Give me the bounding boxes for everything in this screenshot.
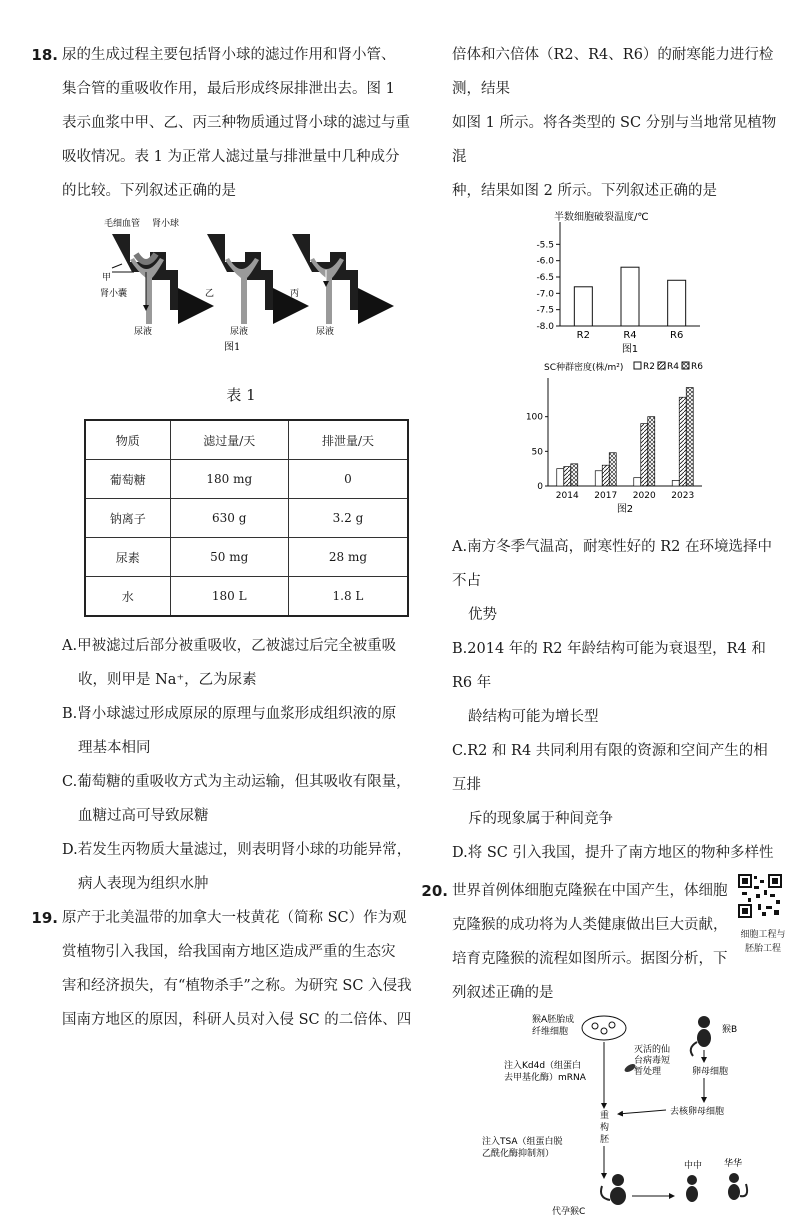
q18-stem-line: 吸收情况。表 1 为正常人滤过量与排泄量中几种成分: [62, 149, 400, 165]
chart1-bar-R6: [668, 280, 686, 326]
chart1-caption: 图1: [621, 344, 639, 355]
monkey-huahua-icon: [728, 1173, 747, 1200]
table-cell: 水: [85, 577, 170, 617]
chart2-bar-R4-2023: [679, 397, 686, 486]
label-bing: 丙: [290, 289, 300, 299]
label-enucleated: 去核卵母细胞: [670, 1107, 725, 1117]
chart2-bar-R4-2014: [564, 467, 571, 486]
svg-text:灭活的仙: 灭活的仙: [634, 1045, 671, 1055]
chart1-xtick-label: R2: [576, 330, 590, 341]
table-cell: 3.2 g: [288, 499, 408, 538]
column-header: 排泄量/天: [288, 420, 408, 460]
table-cell: 630 g: [170, 499, 288, 538]
q19-option-b: B.2014 年的 R2 年龄结构可能为衰退型，R4 和 R6 年 龄结构可能为增长型: [452, 641, 766, 725]
chart1-ytick-label: -7.0: [536, 289, 554, 300]
chart1-bar-R2: [574, 287, 592, 326]
label-surrogate: 代孕猴C: [552, 1207, 586, 1217]
chart2-legend-label: R4: [667, 362, 679, 372]
table-cell: 50 mg: [170, 538, 288, 577]
svg-text:重: 重: [600, 1111, 610, 1121]
table-row: [85, 460, 408, 499]
q20-cloning-flow: [452, 1010, 782, 1225]
monkey-c-icon: [601, 1174, 626, 1205]
q18-options: [62, 629, 420, 901]
q18-stem: [31, 38, 420, 208]
q20-stem: [421, 874, 786, 1010]
q19-option-c: C.R2 和 R4 共同利用有限的资源和空间产生的相互排 斥的现象属于种间竞争: [452, 743, 768, 827]
q18-option-a: A.甲被滤过后部分被重吸收，乙被滤过后完全被重吸 收，则甲是 Na⁺，乙为尿素: [62, 638, 397, 688]
label-urine-1: 尿液: [134, 327, 153, 337]
q18-stem-line: 集合管的重吸收作用，最后形成终尿排泄出去。图 1: [62, 81, 395, 97]
chart1-ylabel: 半数细胞破裂温度/℃: [554, 212, 649, 223]
table-1: [84, 419, 409, 617]
q18-number: 18.: [31, 46, 58, 64]
q20-stem-line: 培育克隆猴的流程如图所示。据图分析，下: [452, 951, 728, 967]
chart2-legend-swatch-R6: [682, 362, 689, 369]
chart1-ytick-label: -5.5: [536, 240, 554, 251]
chart2-ytick-label: 0: [537, 482, 543, 492]
chart1-xtick-label: R4: [623, 330, 637, 341]
q20-stem-line: 世界首例体细胞克隆猴在中国产生，体细胞: [452, 883, 728, 899]
svg-text:台病毒短: 台病毒短: [634, 1056, 671, 1066]
chart2-xtick-label: 2023: [671, 491, 695, 501]
label-kdm: 注入Kd4d（组蛋白: [504, 1061, 582, 1071]
q18-option-d: D.若发生丙物质大量滤过，则表明肾小球的功能异常， 病人表现为组织水肿: [62, 842, 412, 892]
table-cell: 0: [288, 460, 408, 499]
cloning-flow-diagram: [452, 1010, 782, 1225]
table-cell: 1.8 L: [288, 577, 408, 617]
chart2-xtick-label: 2017: [594, 491, 618, 501]
chart1-ytick-label: -8.0: [536, 322, 554, 332]
table-row: [85, 577, 408, 617]
label-zhongzhong: 中中: [684, 1161, 703, 1171]
q19-chart-1: [452, 208, 782, 356]
label-monkey-b: 猴B: [722, 1025, 738, 1035]
q19-stem-line: 国南方地区的原因，科研人员对入侵 SC 的二倍体、四: [62, 1012, 412, 1028]
chart2-bar-R2-2023: [672, 480, 679, 486]
svg-text:去甲基化酶）mRNA: 去甲基化酶）mRNA: [504, 1073, 586, 1083]
chart2-bar-R6-2017: [609, 453, 616, 486]
chart2-bar-R2-2017: [595, 471, 602, 486]
label-yi: 乙: [205, 289, 215, 299]
label-tsa: 注入TSA（组蛋白脱: [482, 1137, 563, 1147]
table-row: [85, 538, 408, 577]
column-header: 物质: [85, 420, 170, 460]
label-glomerulus: 肾小球: [152, 219, 180, 229]
label-jia: 甲: [102, 273, 112, 283]
nephron-unit-yi: [207, 234, 291, 324]
svg-text:胚: 胚: [600, 1135, 610, 1145]
label-monkey-a-cells-2: 纤维细胞: [532, 1027, 569, 1037]
q19-stem-line: 原产于北美温带的加拿大一枝黄花（简称 SC）作为观: [62, 910, 407, 926]
svg-text:乙酰化酶抑制剂）: 乙酰化酶抑制剂）: [482, 1149, 555, 1159]
q20-stem-line: 克隆猴的成功将为人类健康做出巨大贡献，: [452, 917, 728, 933]
chart1-ytick-label: -6.0: [536, 256, 554, 267]
chart2-legend-label: R2: [643, 362, 655, 372]
table-row: [85, 499, 408, 538]
chart2-ytick-label: 50: [531, 447, 543, 458]
chart2-bar-R4-2020: [641, 424, 648, 486]
label-monkey-a-cells: 猴A胚胎成: [532, 1015, 575, 1025]
q19-chart-2: [452, 356, 782, 516]
table-header-row: [85, 420, 408, 460]
table-cell: 葡萄糖: [85, 460, 170, 499]
label-huahua: 华华: [724, 1159, 743, 1169]
q19-options: [452, 530, 782, 870]
q19-option-d: D.将 SC 引入我国，提升了南方地区的物种多样性: [452, 845, 774, 861]
svg-text:暂处理: 暂处理: [634, 1067, 662, 1077]
right-column: [421, 38, 786, 1225]
chart2-legend-swatch-R4: [658, 362, 665, 369]
q18-stem-line: 的比较。下列叙述正确的是: [62, 183, 236, 199]
q18-stem-line: 尿的生成过程主要包括肾小球的滤过作用和肾小管、: [62, 47, 396, 63]
table-cell: 180 L: [170, 577, 288, 617]
q19-stem-line: 害和经济损失，有“植物杀手”之称。为研究 SC 入侵我: [62, 978, 412, 994]
chart2-bar-R2-2020: [634, 478, 641, 486]
chart2-caption: 图2: [616, 504, 634, 515]
label-urine-2: 尿液: [230, 327, 249, 337]
q19-stem-line: 赏植物引入我国，给我国南方地区造成严重的生态灾: [62, 944, 396, 960]
chart2-bar-R6-2014: [571, 464, 578, 486]
chart2-bar-R2-2014: [557, 469, 564, 486]
table-title: 表 1: [226, 386, 256, 404]
chart1-ytick-label: -7.5: [536, 305, 554, 316]
monkey-b-icon: [691, 1016, 711, 1056]
q19-stem-line: 种，结果如图 2 所示。下列叙述正确的是: [452, 183, 717, 199]
nephron-unit-bing: [292, 234, 376, 324]
kidney-filtration-diagram: [62, 212, 420, 362]
q19-stem-line: 倍体和六倍体（R2、R4、R6）的耐寒能力进行检测，结果: [452, 47, 774, 97]
label-urine-3: 尿液: [316, 327, 335, 337]
chart2-legend-swatch-R2: [634, 362, 641, 369]
monkey-zhongzhong-icon: [686, 1175, 698, 1202]
left-column: [31, 38, 420, 1037]
label-oocyte: 卵母细胞: [692, 1067, 729, 1077]
table-cell: 28 mg: [288, 538, 408, 577]
q20-stem-line: 列叙述正确的是: [452, 985, 554, 1001]
chart2-xtick-label: 2020: [632, 491, 656, 501]
label-capsule: 肾小囊: [100, 289, 128, 299]
q19-option-a: A.南方冬季气温高，耐寒性好的 R2 在环境选择中不占 优势: [452, 539, 772, 623]
figure-caption: 图1: [224, 342, 241, 353]
table-cell: 尿素: [85, 538, 170, 577]
chart1-ytick-label: -6.5: [536, 273, 554, 283]
chart2-ylabel: SC种群密度(株/m²): [544, 363, 624, 373]
q19-stem: [31, 901, 420, 1037]
chart2-xtick-label: 2014: [555, 491, 579, 501]
q20-number: 20.: [421, 882, 448, 900]
nephron-unit-jia: [112, 234, 196, 324]
q18-stem-line: 表示血浆中甲、乙、丙三种物质通过肾小球的滤过与重: [62, 115, 410, 131]
chart2-legend-label: R6: [691, 362, 703, 372]
table-cell: 钠离子: [85, 499, 170, 538]
chart2-ytick-label: 100: [525, 412, 543, 423]
chart2-bar-R4-2017: [602, 465, 609, 486]
column-header: 滤过量/天: [170, 420, 288, 460]
chart1-xtick-label: R6: [670, 330, 684, 341]
chart2-bar-R6-2023: [686, 388, 693, 486]
q19-number: 19.: [31, 909, 58, 927]
table-cell: 180 mg: [170, 460, 288, 499]
chart1-bar-R4: [621, 267, 639, 326]
chart2-bar-R6-2020: [648, 417, 655, 486]
svg-text:构: 构: [600, 1123, 610, 1133]
label-capillary: 毛细血管: [104, 219, 141, 229]
q18-figure-kidney: [62, 212, 420, 362]
q18-option-b: B.肾小球滤过形成原尿的原理与血浆形成组织液的原 理基本相同: [62, 706, 397, 756]
q18-option-c: C.葡萄糖的重吸收方式为主动运输，但其吸收有限量， 血糖过高可导致尿糖: [62, 774, 411, 824]
q19-stem-line: 如图 1 所示。将各类型的 SC 分别与当地常见植物混: [452, 115, 777, 165]
qr-caption: 细胞工程与 胚胎工程: [740, 930, 786, 954]
